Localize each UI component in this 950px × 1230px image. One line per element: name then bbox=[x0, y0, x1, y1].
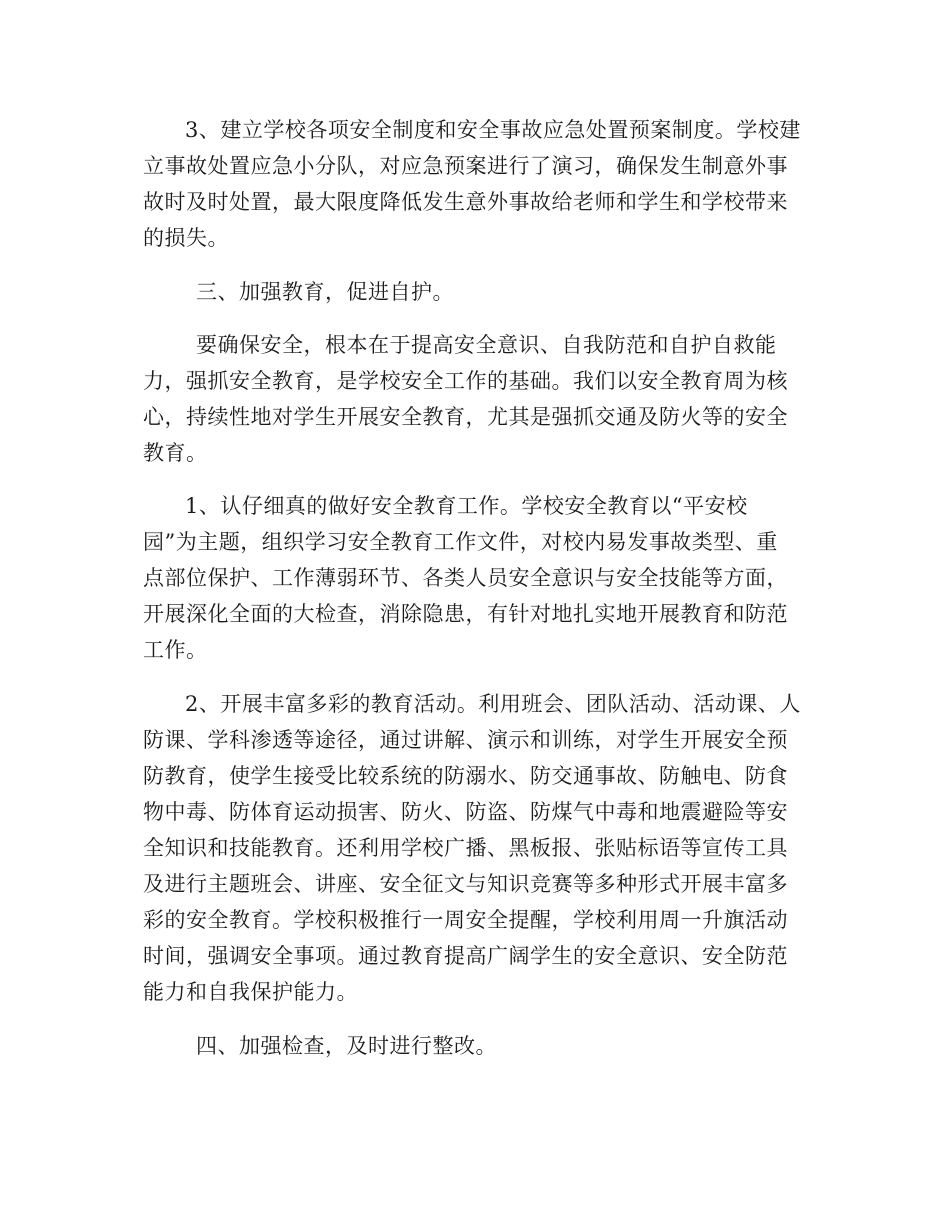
text-line: 点部位保护、工作薄弱环节、各类人员安全意识与安全技能等方面， bbox=[143, 566, 788, 590]
text-line: 立事故处置应急小分队，对应急预案进行了演习，确保发生制意外事 bbox=[143, 154, 788, 178]
text-line: 的损失。 bbox=[143, 226, 229, 250]
text-line: 故时及时处置，最大限度降低发生意外事故给老师和学生和学校带来 bbox=[143, 190, 788, 214]
section-heading: 四、加强检查，及时进行整改。 bbox=[196, 1034, 497, 1058]
section-heading: 三、加强教育，促进自护。 bbox=[196, 280, 454, 304]
text-line: 防教育，使学生接受比较系统的防溺水、防交通事故、防触电、防食 bbox=[143, 764, 788, 788]
text-line: 彩的安全教育。学校积极推行一周安全提醒，学校利用周一升旗活动 bbox=[143, 908, 788, 932]
text-line: 1、认仔细真的做好安全教育工作。学校安全教育以“平安校 bbox=[185, 494, 748, 518]
text-line: 3、建立学校各项安全制度和安全事故应急处置预案制度。学校建 bbox=[185, 118, 801, 142]
text-line: 力，强抓安全教育，是学校安全工作的基础。我们以安全教育周为核 bbox=[143, 369, 788, 393]
text-line: 能力和自我保护能力。 bbox=[143, 980, 358, 1004]
text-line: 园”为主题，组织学习安全教育工作文件，对校内易发事故类型、重 bbox=[143, 530, 778, 554]
text-line: 心，持续性地对学生开展安全教育，尤其是强抓交通及防火等的安全 bbox=[143, 405, 788, 429]
text-line: 防课、学科渗透等途径，通过讲解、演示和训练，对学生开展安全预 bbox=[143, 728, 788, 752]
text-line: 要确保安全，根本在于提高安全意识、自我防范和自护自救能 bbox=[196, 333, 777, 357]
text-line: 及进行主题班会、讲座、安全征文与知识竞赛等多种形式开展丰富多 bbox=[143, 872, 788, 896]
text-line: 开展深化全面的大检查，消除隐患，有针对地扎实地开展教育和防范 bbox=[143, 602, 788, 626]
text-line: 教育。 bbox=[143, 441, 208, 465]
text-line: 工作。 bbox=[143, 638, 208, 662]
text-line: 时间，强调安全事项。通过教育提高广阔学生的安全意识、安全防范 bbox=[143, 944, 788, 968]
text-line: 物中毒、防体育运动损害、防火、防盗、防煤气中毒和地震避险等安 bbox=[143, 800, 788, 824]
text-line: 2、开展丰富多彩的教育活动。利用班会、团队活动、活动课、人 bbox=[185, 692, 801, 716]
text-line: 全知识和技能教育。还利用学校广播、黑板报、张贴标语等宣传工具 bbox=[143, 836, 788, 860]
